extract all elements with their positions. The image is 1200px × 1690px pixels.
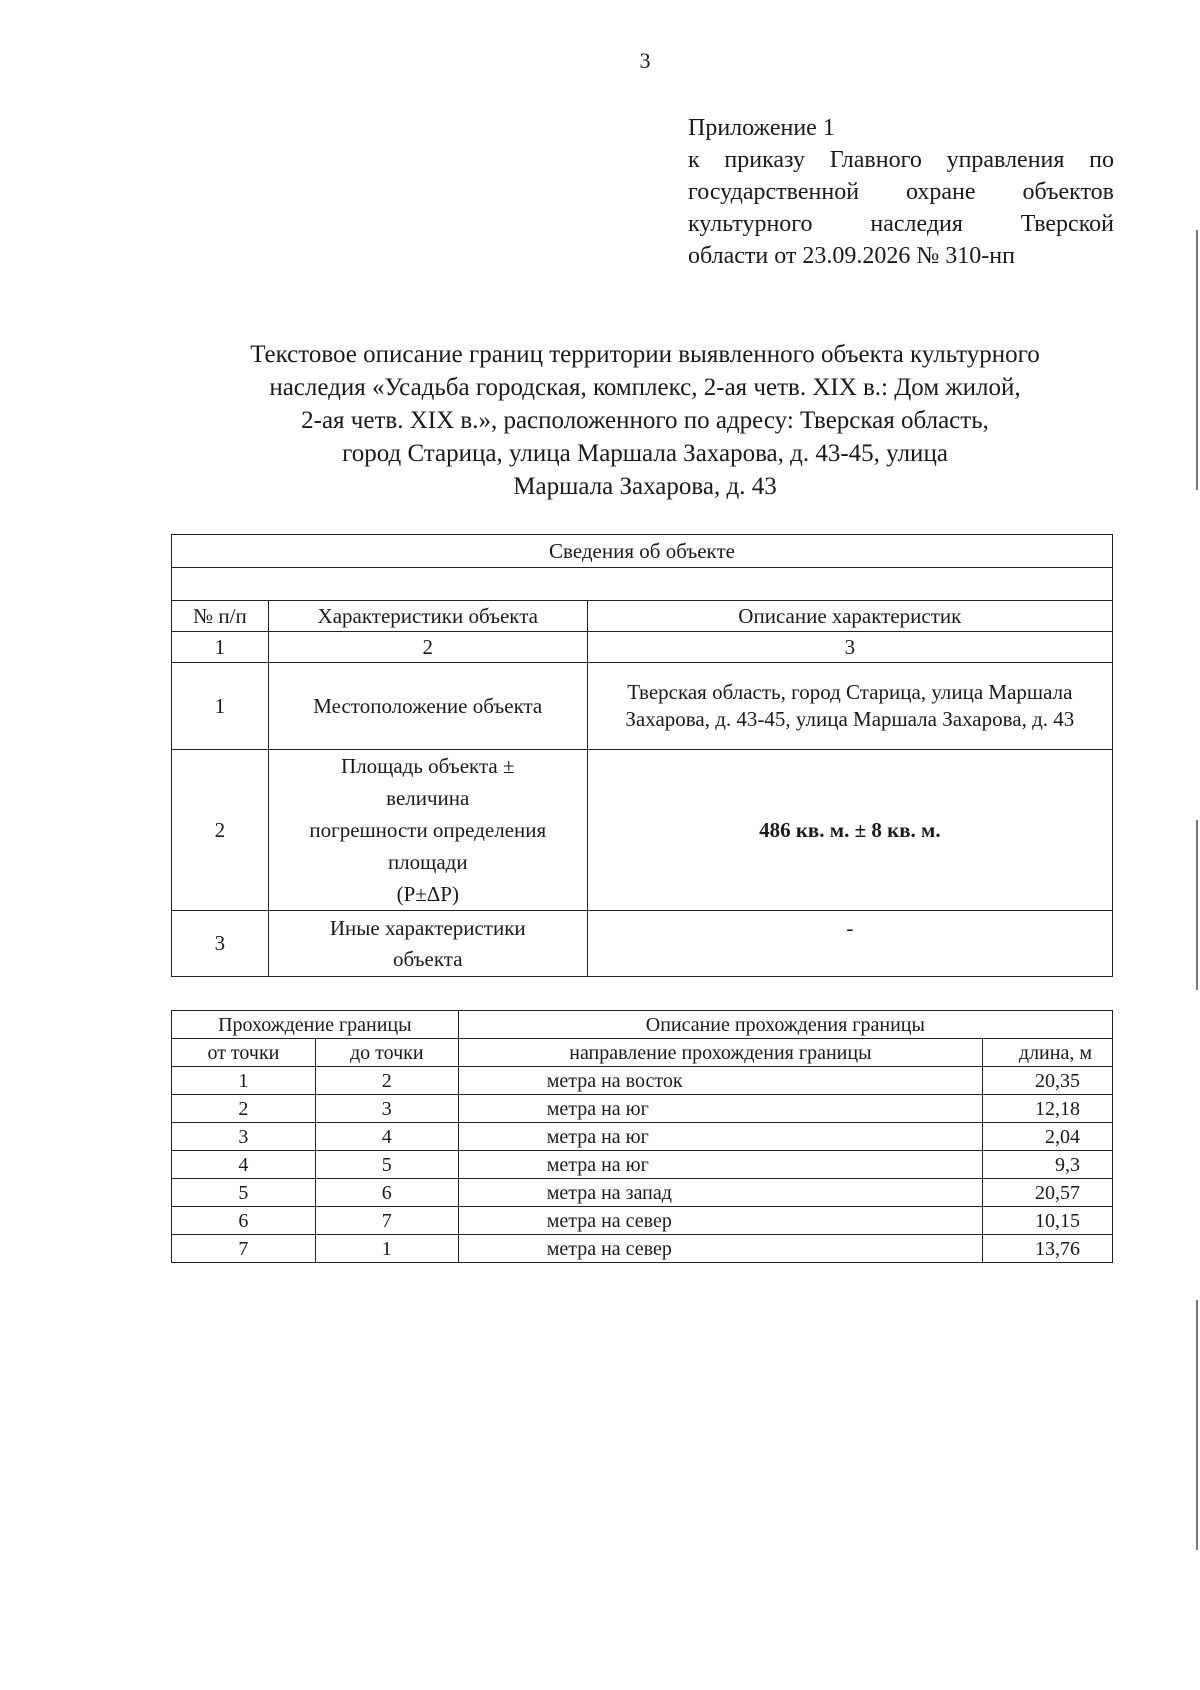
object-info-table [171, 534, 1113, 977]
document-title [150, 338, 1140, 503]
row-number: 1 [172, 663, 269, 750]
table-row [172, 1123, 1113, 1151]
row-characteristic: Местоположение объекта [268, 663, 587, 750]
table-row [172, 1067, 1113, 1095]
direction: метра на юг [458, 1123, 982, 1151]
col-direction: направление прохождения границы [458, 1039, 982, 1067]
from-point: 7 [172, 1235, 316, 1263]
direction: метра на юг [458, 1151, 982, 1179]
appendix-line: государственной охране объектов [688, 179, 1114, 205]
from-point: 1 [172, 1067, 316, 1095]
scan-edge-mark [1196, 1300, 1198, 1550]
row-characteristic: Иные характеристики объекта [268, 911, 587, 977]
direction: метра на север [458, 1207, 982, 1235]
appendix-line: области от 23.09.2026 № 310-нп [688, 243, 1015, 269]
col-to-point: до точки [315, 1039, 458, 1067]
to-point: 4 [315, 1123, 458, 1151]
header-characteristic: Характеристики объекта [268, 601, 587, 632]
page-number: 3 [639, 48, 651, 73]
row-number: 2 [172, 750, 269, 911]
scan-edge-mark [1196, 230, 1198, 490]
header-description: Описание характеристик [587, 601, 1112, 632]
title-line: Маршала Захарова, д. 43 [513, 473, 777, 500]
appendix-title: Приложение 1 [688, 115, 835, 141]
length: 13,76 [983, 1235, 1113, 1263]
header-number: № п/п [172, 601, 269, 632]
length: 20,35 [983, 1067, 1113, 1095]
scan-edge-mark [1196, 820, 1198, 990]
direction: метра на север [458, 1235, 982, 1263]
empty-row [172, 568, 1113, 601]
title-line: город Старица, улица Маршала Захарова, д. 43-45, улица [342, 440, 948, 467]
header-boundary: Прохождение границы [172, 1011, 459, 1039]
table-row [172, 1235, 1113, 1263]
characteristic-line: погрешности определения [309, 818, 547, 842]
direction: метра на восток [458, 1067, 982, 1095]
appendix-line: культурного наследия Тверской [688, 211, 1114, 237]
title-line: наследия «Усадьба городская, комплекс, 2-ая четв. XIX в.: Дом жилой, [269, 374, 1021, 401]
from-point: 2 [172, 1095, 316, 1123]
from-point: 5 [172, 1179, 316, 1207]
direction: метра на юг [458, 1095, 982, 1123]
column-number: 1 [172, 632, 269, 663]
row-description: - [587, 911, 1112, 977]
table-row [172, 1095, 1113, 1123]
characteristic-line: Площадь объекта ± [341, 754, 515, 778]
from-point: 3 [172, 1123, 316, 1151]
from-point: 4 [172, 1151, 316, 1179]
object-table-caption: Сведения об объекте [172, 535, 1113, 568]
length: 10,15 [983, 1207, 1113, 1235]
table-row [172, 1151, 1113, 1179]
to-point: 5 [315, 1151, 458, 1179]
direction: метра на запад [458, 1179, 982, 1207]
length: 2,04 [983, 1123, 1113, 1151]
title-line: Текстовое описание границ территории выявленного объекта культурного [250, 341, 1040, 368]
row-description: Тверская область, город Старица, улица Маршала Захарова, д. 43-45, улица Маршала Захарова, д. 43 [587, 663, 1112, 750]
title-line: 2-ая четв. XIX в.», расположенного по адресу: Тверская область, [301, 407, 989, 434]
to-point: 6 [315, 1179, 458, 1207]
table-row [172, 1179, 1113, 1207]
appendix-header [688, 112, 1114, 272]
length: 9,3 [983, 1151, 1113, 1179]
length: 12,18 [983, 1095, 1113, 1123]
area-value: 486 кв. м. ± 8 кв. м. [587, 750, 1112, 911]
column-number: 2 [268, 632, 587, 663]
appendix-line: к приказу Главного управления по [688, 147, 1114, 173]
boundary-table [171, 1010, 1113, 1263]
from-point: 6 [172, 1207, 316, 1235]
to-point: 2 [315, 1067, 458, 1095]
characteristic-line: площади [387, 850, 468, 874]
col-length: длина, м [983, 1039, 1113, 1067]
row-characteristic [268, 750, 587, 911]
col-from-point: от точки [172, 1039, 316, 1067]
to-point: 3 [315, 1095, 458, 1123]
to-point: 1 [315, 1235, 458, 1263]
header-boundary-description: Описание прохождения границы [458, 1011, 1112, 1039]
characteristic-line: (Р±ΔР) [396, 882, 459, 906]
row-number: 3 [172, 911, 269, 977]
table-row [172, 1207, 1113, 1235]
to-point: 7 [315, 1207, 458, 1235]
length: 20,57 [983, 1179, 1113, 1207]
characteristic-line: величина [386, 786, 470, 810]
column-number: 3 [587, 632, 1112, 663]
